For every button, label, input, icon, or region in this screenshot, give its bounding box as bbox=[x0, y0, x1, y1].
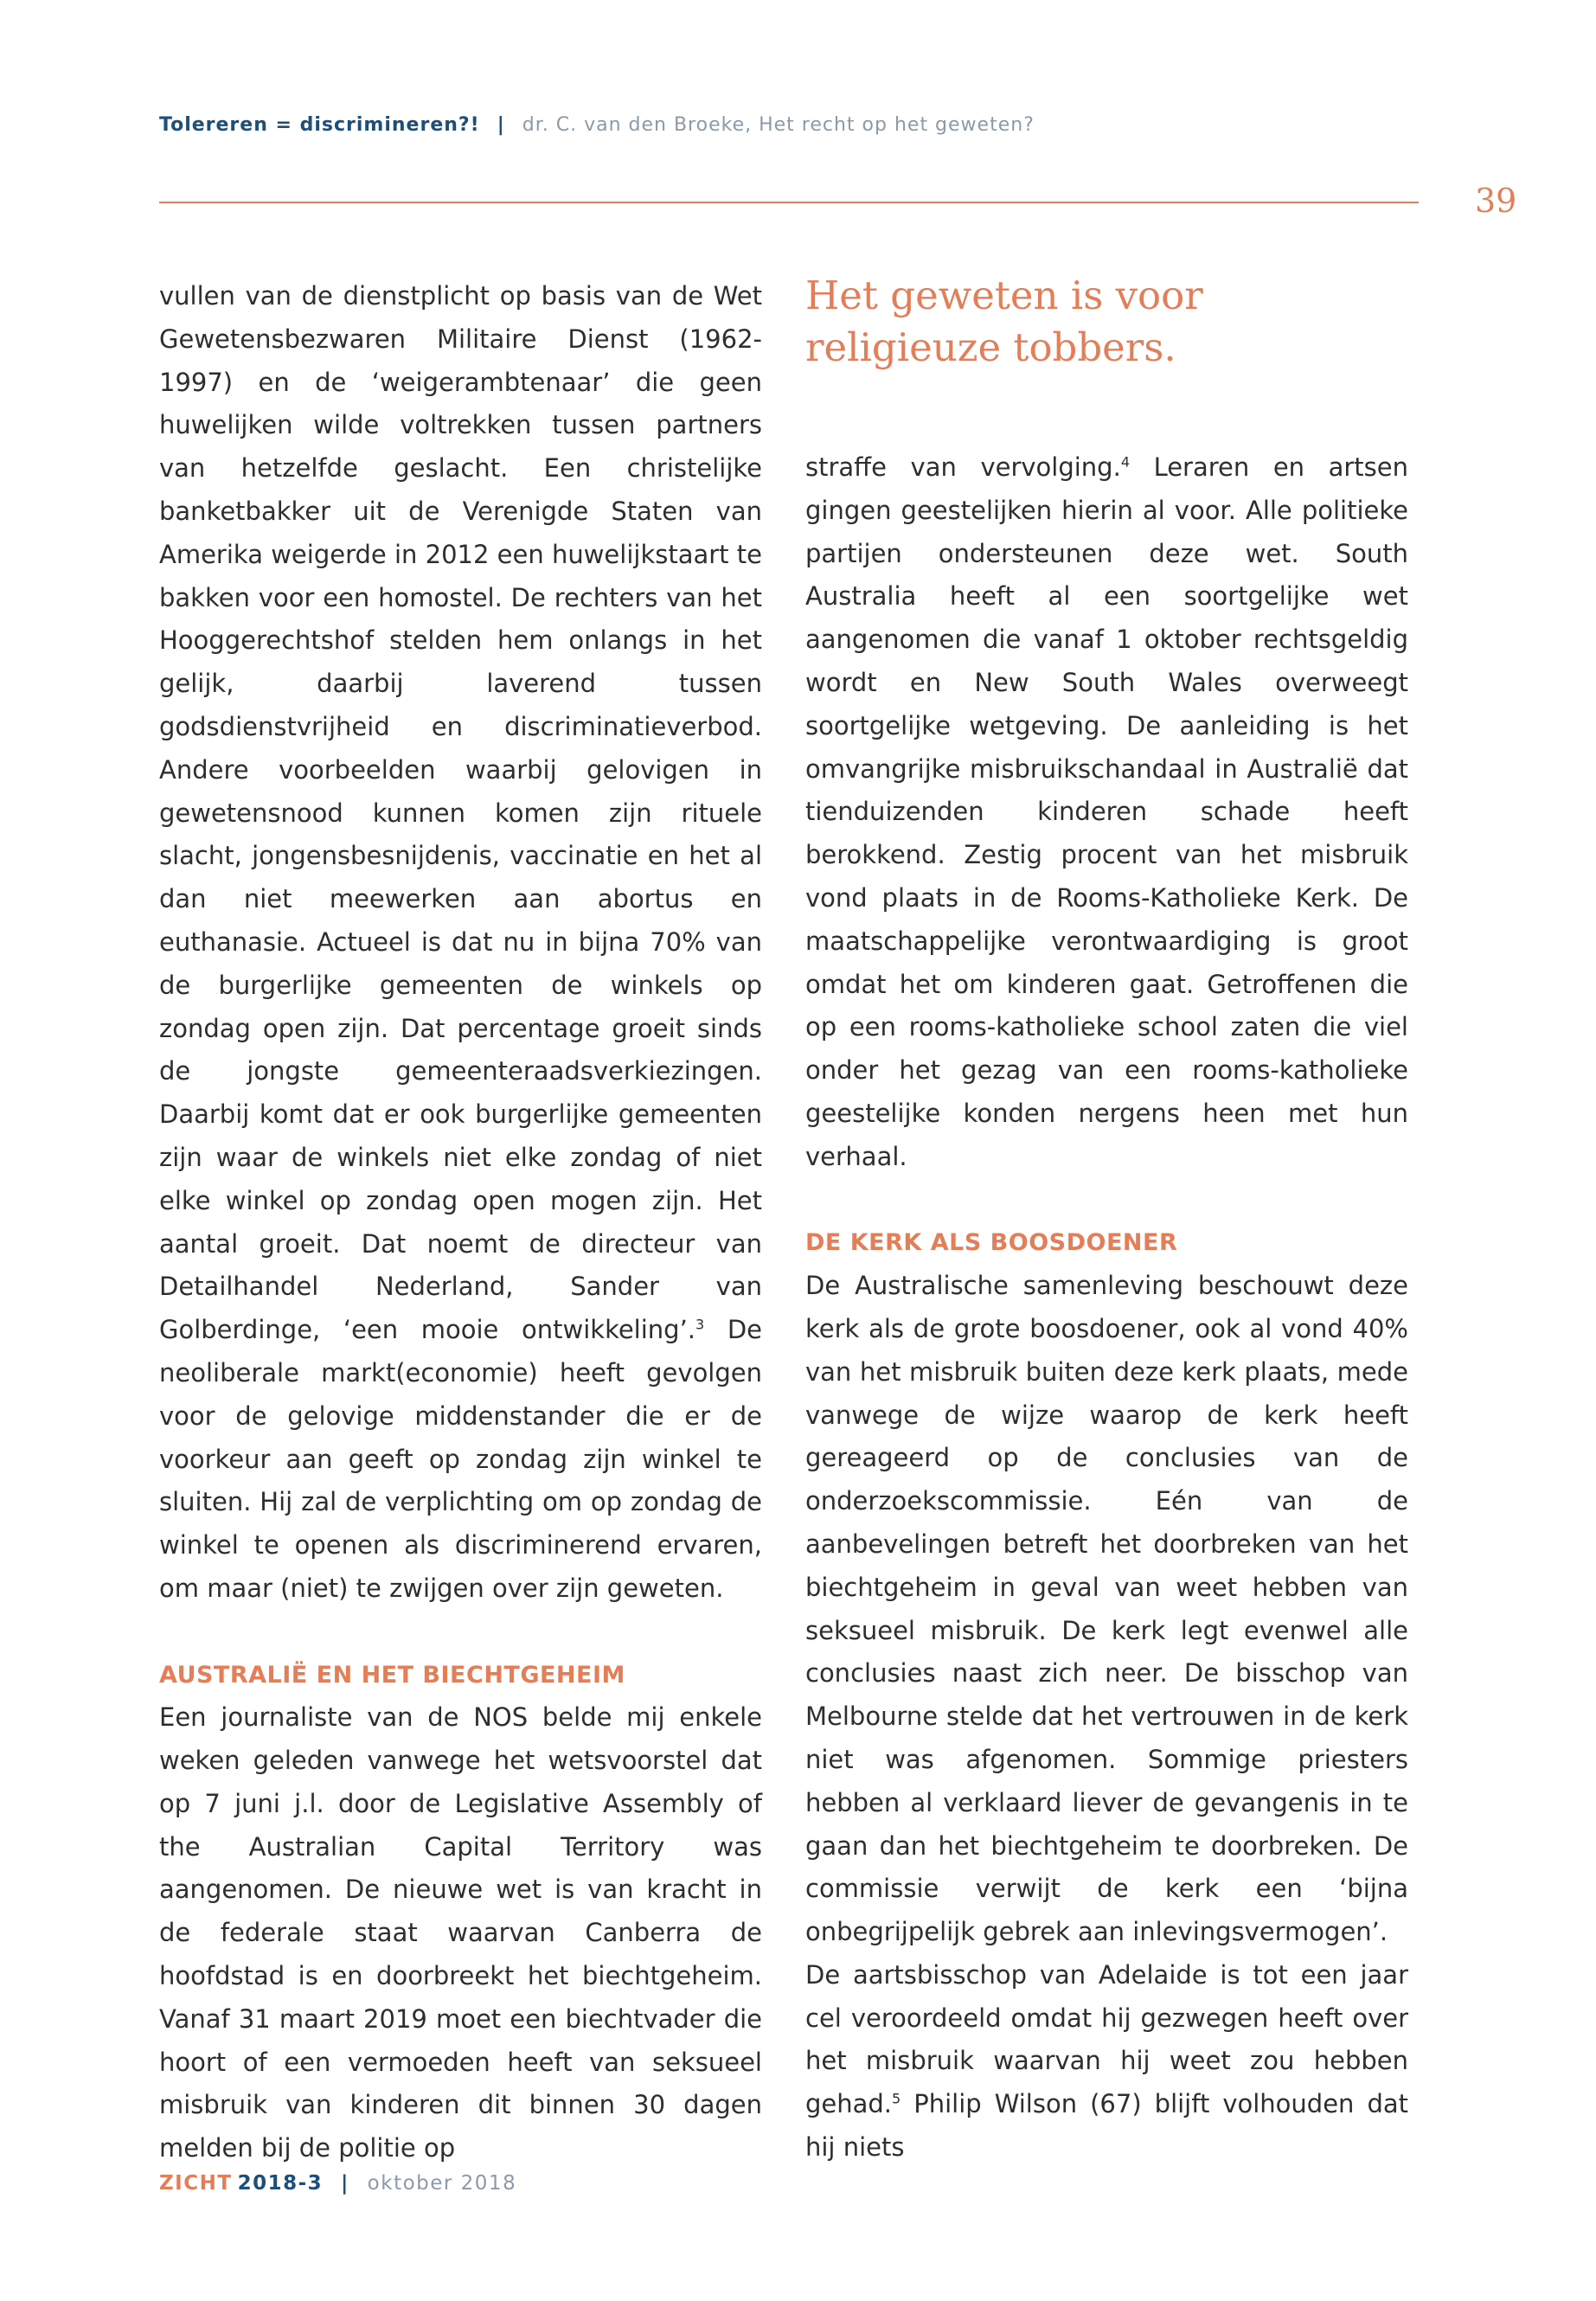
paragraph: De Australische samenleving beschouwt deze kerk als de grote boosdoener, ook al vond 40% van het misbruik buiten deze kerk plaats, mede vanwege de wijze waarop de kerk heeft gereageerd op de conclusies van de onderzoekscommissie. Eén van de aanbevelingen betreft het doorbreken van het biechtgeheim in geval van weet hebben van seksueel misbruik. De kerk legt evenwel alle conclusies naast zich neer. De bisschop van Melbourne stelde dat het vertrouwen in de kerk niet was afgenomen. Sommige priesters hebben al verklaard liever de gevangenis in te gaan dan het biechtgeheim te doorbreken. De commissie verwijt de kerk een ‘bijna onbegrijpelijk gebrek aan inlevingsvermogen’. bbox=[805, 1271, 1408, 1947]
footnote-ref: 4 bbox=[1120, 453, 1130, 471]
paragraph-text: Leraren en artsen gingen geestelijken hierin al voor. Alle politieke partijen ondersteunen deze wet. South Australia heeft al een soortgelijke wet aangenomen die vanaf 1 oktober rechtsgeldig wordt en New South Wales overweegt soortgelijke wetgeving. De aanleiding is het omvangrijke misbruikschandaal in Australië dat tienduizenden kinderen schade heeft berokkend. Zestig procent van het misbruik vond plaats in de Rooms-Katholieke Kerk. De maatschappelijke verontwaardiging is groot omdat het om kinderen gaat. Getroffenen die op een rooms-katholieke school zaten die viel onder het gezag van een rooms-katholieke geestelijke konden nergens heen met hun verhaal. bbox=[805, 452, 1409, 1171]
footer-separator: | bbox=[340, 2172, 349, 2195]
footnote-ref: 5 bbox=[892, 2090, 901, 2107]
header-subtitle: dr. C. van den Broeke, Het recht op het geweten? bbox=[522, 114, 1035, 136]
header-rule bbox=[159, 202, 1419, 203]
footer-issue: 2018-3 bbox=[237, 2172, 324, 2195]
paragraph: Een journaliste van de NOS belde mij enkele weken geleden vanwege het wetsvoorstel dat op 7 juni j.l. door de Legislative Assembly of the Australian Capital Territory was aangenomen. De nieuwe wet is van kracht in de federale staat waarvan Canberra de hoofdstad is en doorbreekt het biechtgeheim. Vanaf 31 maart 2019 moet een biechtvader die hoort of een vermoeden heeft van seksueel misbruik van kinderen dit binnen 30 dagen melden bij de politie op bbox=[159, 1702, 762, 2163]
paragraph-text: De neoliberale markt(economie) heeft gevolgen voor de gelovige middenstander die er de voorkeur aan geeft op zondag zijn winkel te sluiten. Hij zal de verplichting om op zondag de winkel te openen als discriminerend ervaren, om maar (niet) te zwijgen over zijn geweten. bbox=[159, 1315, 763, 1603]
paragraph bbox=[805, 446, 1408, 1179]
header-separator: | bbox=[497, 114, 505, 136]
paragraph bbox=[805, 1954, 1408, 2170]
section-heading: DE KERK ALS BOOSDOENER bbox=[805, 1229, 1178, 1257]
right-column bbox=[805, 446, 1408, 2170]
page-footer bbox=[159, 2172, 516, 2195]
paragraph-text: straffe van vervolging. bbox=[805, 452, 1121, 482]
footer-magazine: ZICHT bbox=[159, 2172, 233, 2195]
footer-date: oktober 2018 bbox=[367, 2172, 517, 2195]
running-header bbox=[159, 114, 1035, 136]
pull-quote: Het geweten is voor religieuze tobbers. bbox=[805, 272, 1203, 370]
section-heading: AUSTRALIË EN HET BIECHTGEHEIM bbox=[159, 1661, 625, 1689]
paragraph-gap bbox=[805, 1179, 1408, 1222]
header-title: Tolereren = discrimineren?! bbox=[159, 114, 480, 136]
paragraph-text: vullen van de dienstplicht op basis van de Wet Gewetensbezwaren Militaire Dienst (1962-1997) en de ‘weigerambtenaar’ die geen huwelijken wilde voltrekken tussen partners van hetzelfde geslacht. Een christelijke banketbakker uit de Verenigde Staten van Amerika weigerde in 2012 een huwelijkstaart te bakken voor een homostel. De rechters van het Hooggerechtshof stelden hem onlangs in het gelijk, daarbij laverend tussen godsdienstvrijheid en discriminatieverbod. Andere voorbeelden waarbij gelovigen in gewetensnood kunnen komen zijn rituele slacht, jongensbesnijdenis, vaccinatie en het al dan niet meewerken aan abortus en euthanasie. Actueel is dat nu in bijna 70% van de burgerlijke gemeenten de winkels op zondag open zijn. Dat percentage groeit sinds de jongste gemeenteraadsverkiezingen. Daarbij komt dat er ook burgerlijke gemeenten zijn waar de winkels niet elke zondag of niet elke winkel op zondag open mogen zijn. Het aantal groeit. Dat noemt de directeur van Detailhandel Nederland, Sander van Golberdinge, ‘een mooie ontwikkeling’. bbox=[159, 281, 762, 1345]
paragraph-text: De aartsbisschop van Adelaide is tot een jaar cel veroordeeld omdat hij gezwegen heeft over het misbruik waarvan hij weet zou hebben gehad. bbox=[805, 1959, 1408, 2119]
left-column bbox=[159, 275, 762, 2170]
paragraph-text: Philip Wilson (67) blijft volhouden dat hij niets bbox=[805, 2089, 1408, 2163]
paragraph-gap bbox=[159, 1611, 762, 1654]
footnote-ref: 3 bbox=[695, 1316, 705, 1333]
page-number: 39 bbox=[1475, 182, 1517, 220]
paragraph bbox=[159, 275, 762, 1611]
